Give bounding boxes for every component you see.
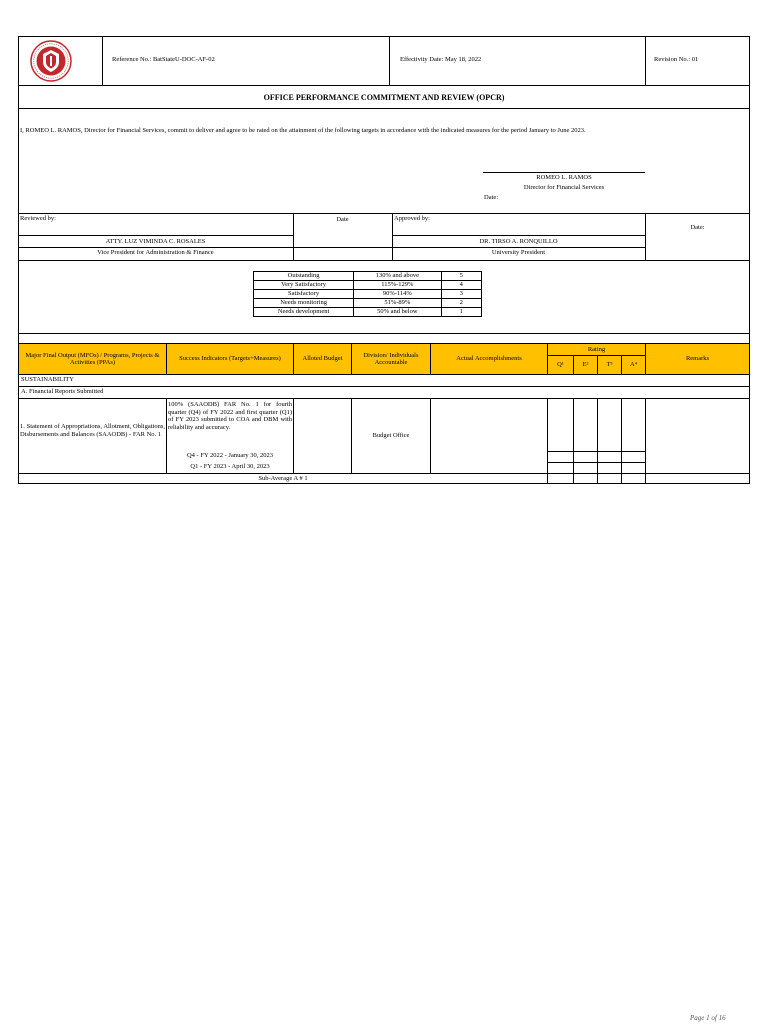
signatory-name: ROMEO L. RAMOS — [536, 174, 592, 181]
signatory-date-label: Date: — [484, 194, 499, 201]
approval-date-label: Date: — [690, 224, 705, 231]
rating-scale-row — [254, 281, 482, 290]
rating-t-cell — [597, 398, 622, 452]
mfo-cell — [18, 398, 167, 474]
rating-label: Needs monitoring — [254, 299, 354, 308]
rating-scale-row — [254, 290, 482, 299]
reference-number: Reference No.: BatStateU-DOC-AF-02 — [112, 56, 215, 63]
col-header-success-indicators: Success Indicators (Targets+Measures) — [166, 343, 294, 375]
rating-score: 4 — [441, 281, 481, 290]
col-header-a: A⁴ — [621, 355, 646, 375]
reviewer-position: Vice President for Administration & Finance — [97, 249, 214, 256]
sub-average: Sub-Average A # 1 — [18, 473, 548, 484]
rating-score: 1 — [441, 308, 481, 317]
col-header-budget: Alloted Budget — [293, 343, 352, 375]
rating-score: 3 — [441, 290, 481, 299]
rating-label: Needs development — [254, 308, 354, 317]
rating-range: 90%-114% — [354, 290, 441, 299]
effectivity-date: Effectivity Date: May 18, 2022 — [400, 56, 482, 63]
commitment-text: I, ROMEO L. RAMOS, Director for Financial Services, commit to deliver and agree to be rated on the attainment of the following targets in accordance with the indicated measures for the period January to June 2023. — [20, 127, 586, 134]
rating-scale-row — [254, 272, 482, 281]
reviewed-by-label: Reviewed by: — [20, 215, 56, 222]
q4-deadline: Q4 - FY 2022 - January 30, 2023 — [186, 452, 274, 459]
rating-scale-table — [253, 271, 482, 317]
success-indicator-cell — [166, 398, 294, 474]
approved-by-label: Approved by: — [394, 215, 430, 222]
document-title: OFFICE PERFORMANCE COMMITMENT AND REVIEW (OPCR) — [18, 85, 750, 109]
university-seal-logo — [30, 40, 72, 82]
review-date-label: Date — [336, 216, 349, 223]
subsection-financial-reports: A. Financial Reports Submitted — [18, 386, 750, 399]
division-cell: Budget Office — [351, 398, 431, 474]
col-header-actual: Actual Accomplishments — [430, 343, 548, 375]
rating-label: Satisfactory — [254, 290, 354, 299]
signature-line — [483, 172, 645, 173]
mfo-text: 1. Statement of Appropriations, Allotment, Obligations, Disbursements and Balances (SAAODB) - FAR No. 1 — [20, 423, 165, 438]
col-header-mfo: Major Final Output (MFOs) / Programs, Projects & Activities (PPAs) — [18, 343, 167, 375]
col-header-t: T³ — [597, 355, 622, 375]
approver-position: University President — [491, 249, 546, 256]
rating-scale-row — [254, 308, 482, 317]
approver-name: DR. TIRSO A. RONQUILLO — [479, 238, 558, 245]
rating-scale-row — [254, 299, 482, 308]
rating-range: 115%-129% — [354, 281, 441, 290]
q1-deadline: Q1 - FY 2023 - April 30, 2023 — [190, 463, 270, 470]
rating-range: 130% and above — [354, 272, 441, 281]
col-header-e: E² — [573, 355, 598, 375]
rating-score: 5 — [441, 272, 481, 281]
rating-range: 50% and below — [354, 308, 441, 317]
page-number: Page 1 of 16 — [690, 1014, 726, 1022]
col-header-remarks: Remarks — [645, 343, 750, 375]
budget-cell — [293, 398, 352, 474]
col-header-division: Division/ Individuals Accountable — [351, 343, 431, 375]
rating-range: 51%-89% — [354, 299, 441, 308]
rating-a-cell — [621, 398, 646, 452]
rating-q-cell — [547, 398, 574, 452]
rating-score: 2 — [441, 299, 481, 308]
section-sustainability: SUSTAINABILITY — [18, 374, 750, 387]
col-header-rating: Rating — [547, 343, 646, 356]
remarks-cell — [645, 398, 750, 474]
signatory-position: Director for Financial Services — [523, 184, 605, 191]
rating-e-cell — [573, 398, 598, 452]
rating-label: Very Satisfactory — [254, 281, 354, 290]
col-header-q: Q¹ — [547, 355, 574, 375]
revision-number: Revision No.: 01 — [654, 56, 699, 63]
success-indicator-text: 100% (SAAODB) FAR No. 1 for fourth quarter (Q4) of FY 2022 and first quarter (Q1) of FY 2023 submitted to COA and DBM with reliability and accuracy. — [168, 401, 292, 431]
rating-label: Outstanding — [254, 272, 354, 281]
actual-cell — [430, 398, 548, 474]
reviewer-name: ATTY. LUZ VIMINDA C. ROSALES — [105, 238, 206, 245]
